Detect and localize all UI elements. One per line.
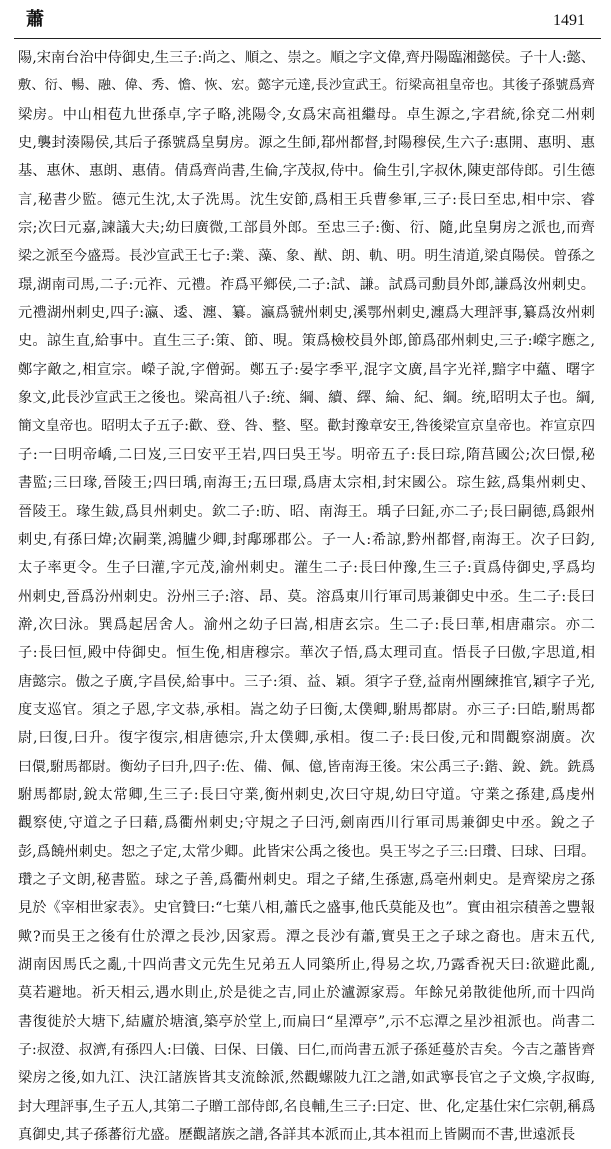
text-line: 州刺史,晉爲汾州刺史。汾州三子:溶、昂、莫。溶爲東川行軍司馬兼御史中丞。生二子:長曰 — [18, 588, 595, 605]
text-line: 歟?而吳王之後有仕於潭之長沙,因家焉。潭之長沙有蕭,實吳王之子球之裔也。唐末五代, — [18, 928, 595, 945]
text-line: 璟,湖南司馬,二子:元祚、元禮。祚爲平鄉侯,二子:試、謙。試爲司勳員外郎,謙爲汝州刺史。 — [18, 276, 595, 293]
text-line: 駙馬都尉,銳太常卿,生三子:長曰守業,衡州刺史,次曰守規,幼曰守道。守業之孫建,爲虔州 — [18, 786, 595, 803]
text-line: 基、惠休、惠朗、惠倩。倩爲齊尚書,生倫,字茂叔,侍中。倫生引,字叔休,陳吏部侍郎。引生德 — [18, 163, 595, 180]
text-line: 敷、衍、暢、融、偉、秀、憺、恢、宏。懿字元達,長沙宣武王。衍梁高祖皇帝也。其後子孫號爲齊 — [18, 78, 595, 94]
text-line: 瓚之子文朗,秘書監。球之子善,爲衢州刺史。瑁之子緒,生孫憲,爲亳州刺史。是齊梁房之孫 — [18, 871, 595, 888]
text-body — [18, 44, 595, 1149]
text-line: 象文,此長沙宣武王之後也。梁高祖八子:统、綱、續、繹、綸、紀、綱。统,昭明太子也。綱, — [18, 390, 595, 407]
text-line: 史。諒生直,給事中。直生三子:策、節、晛。策爲檢校員外郎,節爲邵州刺史,三子:嶸字應之, — [18, 333, 595, 350]
text-line: 太子率更令。生子曰灌,字元茂,渝州刺史。灌生二子:長曰仲豫,生三子:貢爲侍御史,孚爲均 — [18, 560, 595, 577]
text-line: 書監;三曰瑑,晉陵王;四曰瑀,南海王;五曰璟,爲唐太宗相,封宋國公。琮生鉉,爲集州刺史、 — [18, 475, 595, 492]
text-line: 陽,宋南台治中侍御史,生三子:尚之、順之、崇之。順之字文偉,齊丹陽臨湘懿侯。子十人:懿、 — [18, 50, 595, 66]
text-line: 梁房之後,如九江、決江諸族皆其支流餘派,然觀螺陂九江之譜,如武寧長官之子文煥,字叔晦, — [18, 1070, 595, 1087]
header-rule — [14, 38, 601, 39]
text-line: 書復徙於大塘下,結廬於塘濱,築亭於堂上,而扁曰“星潭亭”,示不忘潭之星沙祖派也。尚書二 — [18, 1013, 595, 1030]
text-line: 湖南因馬氏之亂,十四尚書文元先生兄弟五人同築所止,得易之坎,乃露香祝天曰:欲避此亂, — [18, 957, 595, 973]
text-line: 見於《宰相世家表》。史官贊曰:“七葉八相,蕭氏之盛事,他氏莫能及也”。實由祖宗積善之豐報 — [18, 900, 595, 917]
text-line: 晉陵王。瑑生鈸,爲貝州刺史。欽二子:昉、昭、南海王。瑀子曰鉦,亦二子;長曰嗣德,爲銀州 — [18, 503, 595, 520]
text-line: 尉,曰復,曰升。復字復宗,相唐德宗,升太僕卿,承相。復二子:長曰俊,元和間觀察湖廣。次 — [18, 730, 595, 747]
page-number: 1491 — [553, 12, 585, 29]
text-line: 曰儇,駙馬都尉。衡幼子曰升,四子:佐、備、佩、億,皆南海王後。宋公禹三子:鍇、銳、銑。銑爲 — [18, 758, 595, 775]
text-line: 子:一曰明帝嶠,二曰岌,三曰安平王岩,四曰吳王岑。明帝五子:長曰琮,隋莒國公;次曰憬,秘 — [18, 446, 595, 463]
text-line: 簡文皇帝也。昭明太子五子:歡、登、咎、整、堅。歡封豫章安王,咎後梁宣京皇帝也。祚宣京四 — [18, 418, 595, 435]
text-line: 封大理評事,生子五人,其第二子贈工部侍郎,名良輔,生三子:曰定、世、化,定基仕宋仁宗朝,稱爲 — [18, 1098, 595, 1115]
text-line: 刺史,有孫曰煒;次嗣業,鴻臚少卿,封鄅琊郡公。子一人:希諒,黔州都督,南海王。次子曰鈞, — [18, 531, 595, 548]
text-line: 梁房。中山相苞九世孫卓,字子略,洮陽令,女爲宋高祖繼母。卓生源之,字君統,徐兗二州刺 — [18, 106, 595, 123]
text-line: 子:長曰恒,殿中侍御史。恒生俛,相唐穆宗。華次子悟,爲太理司直。悟長子曰傲,字思道,相 — [18, 645, 595, 662]
running-head-title: 蕭 — [26, 9, 44, 30]
text-line: 唐懿宗。傲之子廣,字昌侯,給事中。三子:須、益、穎。須字子登,益南州團練推官,穎字子光, — [18, 673, 595, 690]
text-line: 史,襲封湊陽侯,其后子孫號爲皇舅房。源之生師,鄀州都督,封陽穆侯,生六子:惠開、惠明、惠 — [18, 135, 595, 152]
text-line: 真御史,其子孫蕃衍尤盛。歷觀諸族之譜,各詳其本派而止,其本祖而上皆闕而不書,世遠派長 — [18, 1127, 576, 1144]
text-line: 莫若避地。祈天相云,遇水則止,於是徙之吉,同止於瀘源家焉。年餘兄弟散徙他所,而十四尚 — [18, 985, 595, 1002]
page-header — [26, 8, 585, 32]
text-line: 鄭字敵之,相宣宗。嶸子說,字僧弼。鄭五子:晏字季平,混字文廣,昌字光祥,黯字中蘊、曙字 — [18, 361, 595, 378]
text-line: 元禮湖州刺史,四子:瀛、逶、瀍、纂。瀛爲虢州刺史,溪鄂州刺史,瀍爲大理評事,纂爲汝州刺 — [18, 305, 595, 322]
text-line: 觀察使,守道之子曰藉,爲衢州刺史;守規之子曰沔,劍南西川行軍司馬兼御史中丞。銳之子 — [18, 815, 595, 832]
text-line: 彭,爲饒州刺史。恕之子定,太常少卿。此皆宋公禹之後也。吳王岑之子三:曰瓚、曰球、曰瑁。 — [18, 843, 595, 860]
text-line: 子:叔澄、叔濟,有孫四人:曰儀、曰保、曰儀、曰仁,而尚書五派子孫延蔓於吉矣。今吉之蕭皆齊 — [18, 1042, 595, 1059]
text-line: 澣,次曰泳。巽爲起居舍人。渝州之幼子曰嵩,相唐玄宗。生二子:長曰華,相唐肅宗。亦二 — [18, 616, 595, 633]
text-line: 度支巡官。須之子恩,字文恭,承相。嵩之幼子曰衡,太僕卿,駙馬都尉。亦三子:曰皓,駙馬都 — [18, 701, 595, 718]
text-line: 宗;次曰元嘉,諫議大夫;幼曰廣微,工部員外郎。至忠三子:衡、衍、隨,此皇舅房之派也,而齊 — [18, 220, 595, 237]
text-line: 梁之派至今盛焉。長沙宣武王七子:業、藻、象、猷、朗、軌、明。明生清道,梁貞陽侯。曾孫之 — [18, 248, 595, 265]
text-line: 言,秘書少監。德元生沈,太子洗馬。沈生安節,爲相王兵曹參軍,三子:長曰至忠,相中宗、睿 — [18, 191, 595, 208]
